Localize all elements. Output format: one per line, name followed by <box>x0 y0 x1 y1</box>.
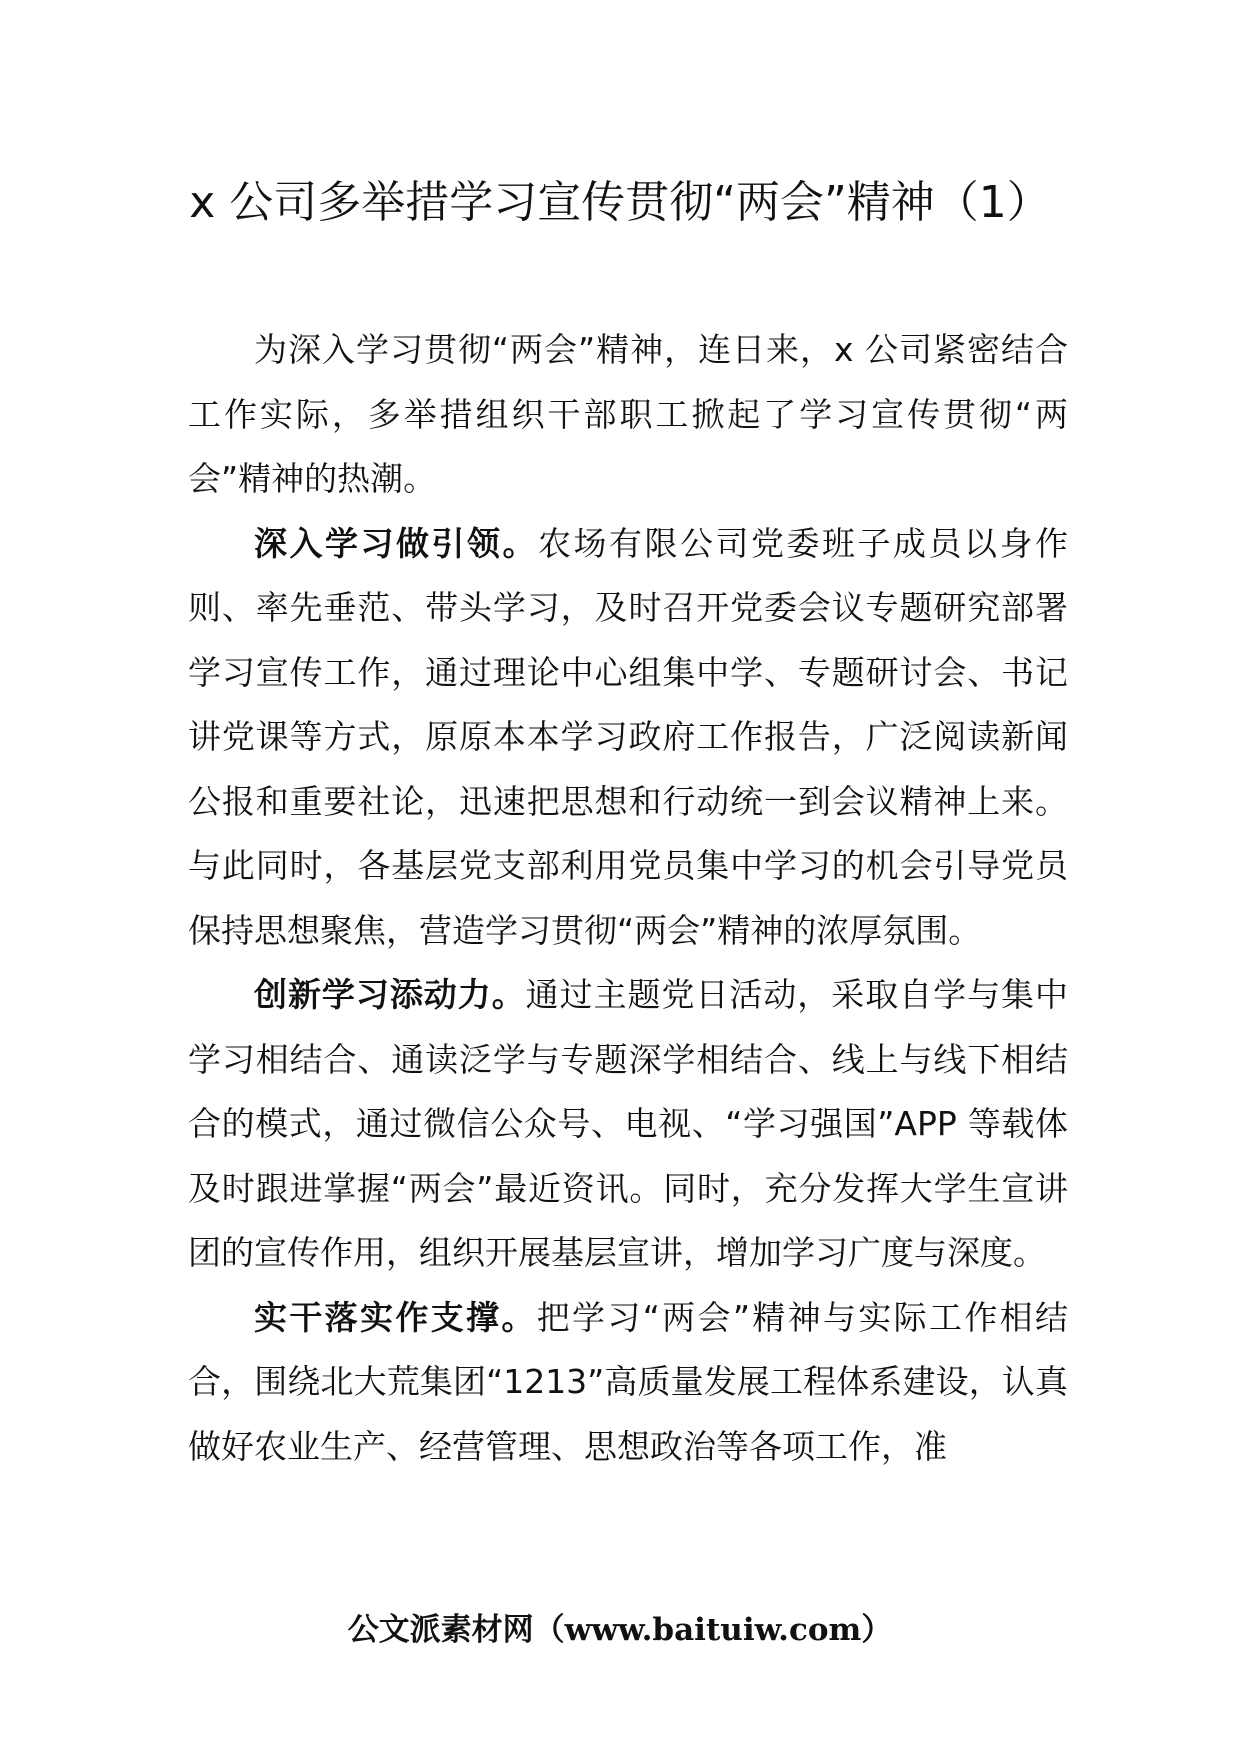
paragraph-heading: 实干落实作支撑。 <box>254 1297 537 1337</box>
paragraph-text: 把学习“两会”精神与实际工作相结合，围绕北大荒集团“1213”高质量发展工程体系建设，认真做好农业生产、经营管理、思想政治等各项工作，准 <box>188 1297 1068 1466</box>
watermark-footer: 公文派素材网（www.baituiw.com） <box>347 1612 893 1648</box>
paragraph-intro <box>188 318 1068 512</box>
paragraph-study-lead <box>188 512 1068 964</box>
paragraph-text: 为深入学习贯彻“两会”精神，连日来，x 公司紧密结合工作实际，多举措组织干部职工掀起了学习宣传贯彻“两会”精神的热潮。 <box>188 330 1068 498</box>
paragraph-implementation <box>188 1286 1068 1480</box>
paragraph-heading: 深入学习做引领。 <box>254 523 538 563</box>
paragraph-text: 通过主题党日活动，采取自学与集中学习相结合、通读泛学与专题深学相结合、线上与线下相结合的模式，通过微信公众号、电视、“学习强国”APP 等载体及时跟进掌握“两会”最近资讯。同时，充分发挥大学生宣讲团的宣传作用，组织开展基层宣讲，增加学习广度与深度。 <box>188 975 1069 1272</box>
document-title: x 公司多举措学习宣传贯彻“两会”精神（1） <box>189 177 1051 228</box>
paragraph-innovation <box>188 963 1068 1286</box>
document-body <box>188 318 1068 1479</box>
paragraph-text: 农场有限公司党委班子成员以身作则、率先垂范、带头学习，及时召开党委会议专题研究部署学习宣传工作，通过理论中心组集中学、专题研讨会、书记讲党课等方式，原原本本学习政府工作报告，广泛阅读新闻公报和重要社论，迅速把思想和行动统一到会议精神上来。与此同时，各基层党支部利用党员集中学习的机会引导党员保持思想聚焦，营造学习贯彻“两会”精神的浓厚氛围。 <box>188 523 1068 950</box>
paragraph-heading: 创新学习添动力。 <box>254 975 526 1014</box>
